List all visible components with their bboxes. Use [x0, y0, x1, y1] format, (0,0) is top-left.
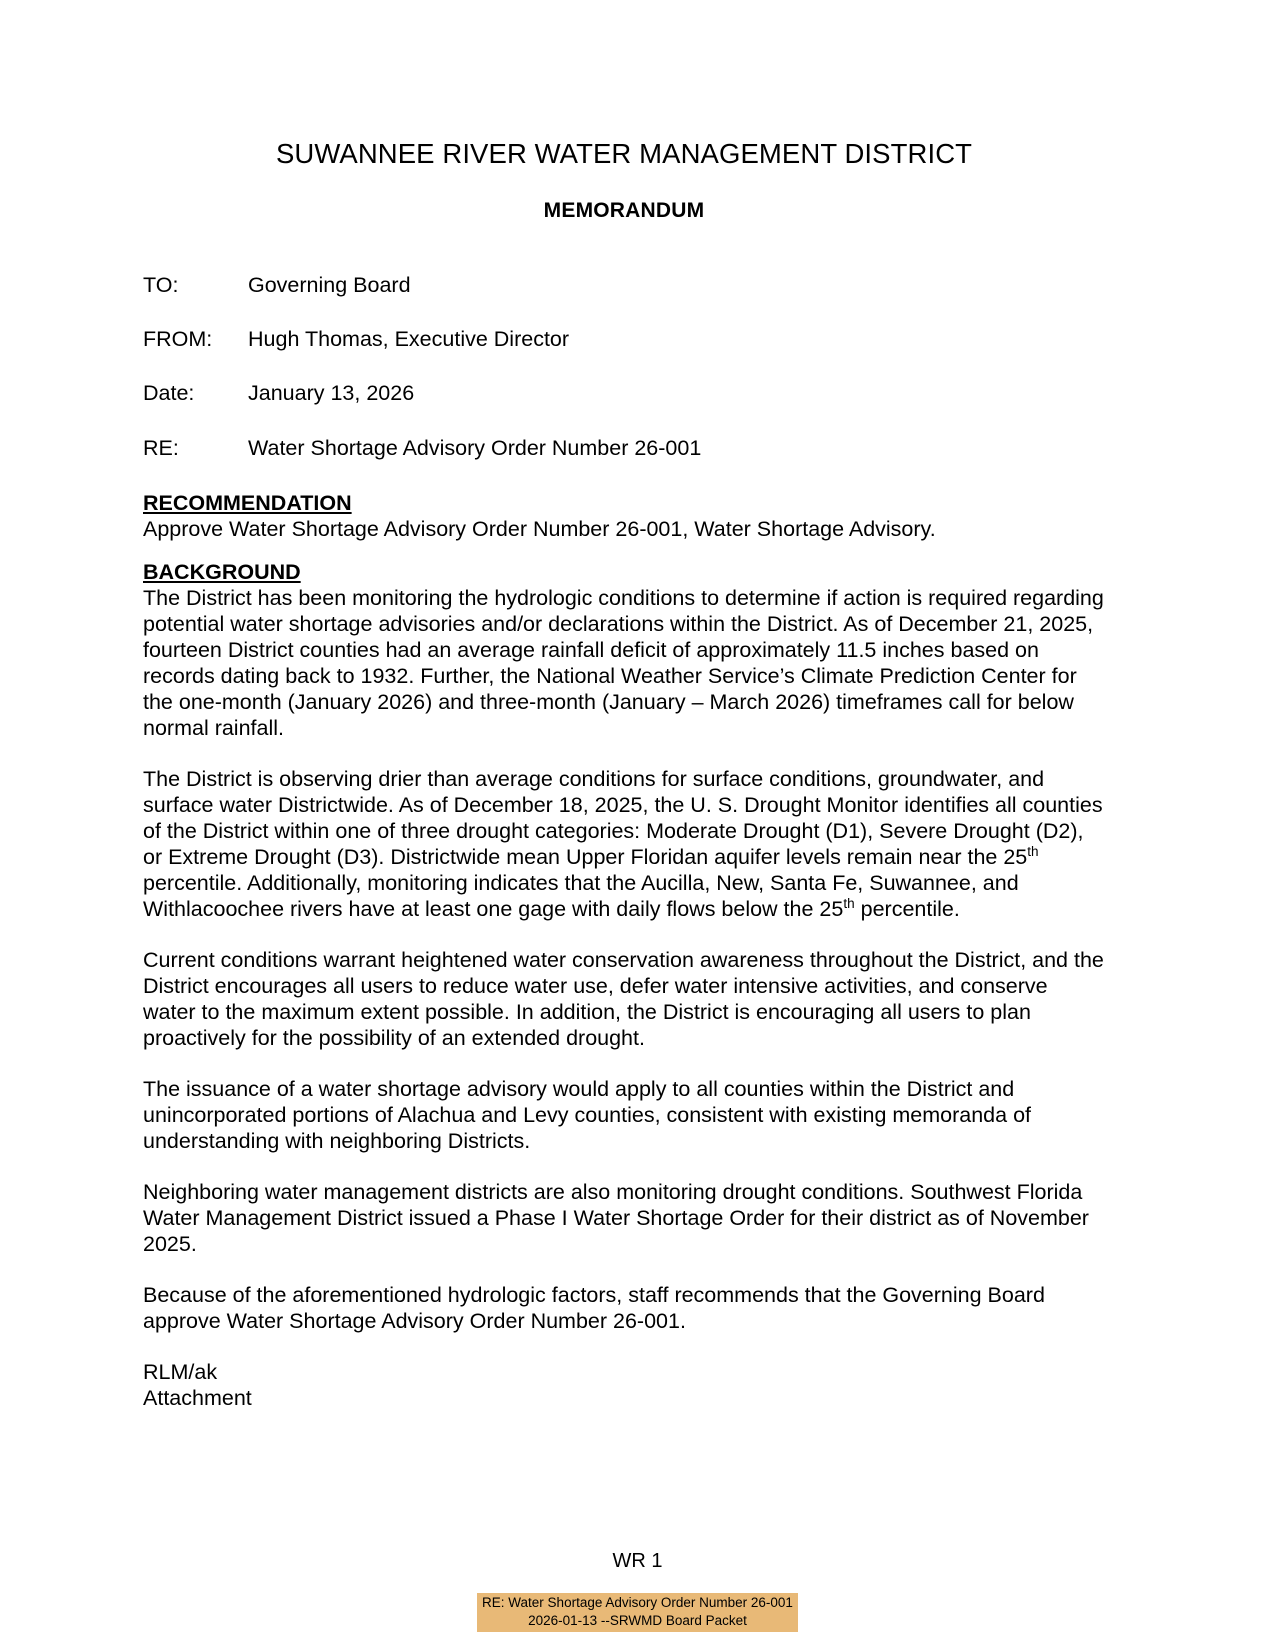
memo-row-re: [143, 436, 1105, 462]
background-paragraph-2-part-c: percentile.: [854, 897, 960, 922]
memo-label-to: TO:: [143, 272, 179, 297]
memo-value-re: Water Shortage Advisory Order Number 26-001: [248, 435, 702, 460]
background-paragraph-1: The District has been monitoring the hydrologic conditions to determine if action is required regarding potential water shortage advisories and/or declarations within the District. As of December 21, 2025, fourteen District counties had an average rainfall deficit of approximately 11.5 inches based on records dating back to 1932. Further, the National Weather Service’s Climate Prediction Center for the one-month (January 2026) and three-month (January – March 2026) timeframes call for below normal rainfall.: [143, 586, 1104, 741]
memo-label-from: FROM:: [143, 326, 213, 351]
memo-label-re: RE:: [143, 435, 179, 460]
page-title: SUWANNEE RIVER WATER MANAGEMENT DISTRICT: [275, 138, 973, 169]
ordinal-suffix-th-1: th: [1027, 844, 1039, 860]
footer-stamp-line-2: 2026-01-13 --SRWMD Board Packet: [528, 1613, 747, 1629]
footer-stamp-line-1: RE: Water Shortage Advisory Order Number 26-001: [482, 1595, 793, 1611]
background-paragraph-5: Neighboring water management districts are also monitoring drought conditions. Southwest Florida Water Management District issued a Phase I Water Shortage Order for their district as of November 2025.: [143, 1180, 1089, 1257]
background-paragraph-6: Because of the aforementioned hydrologic factors, staff recommends that the Governing Board approve Water Shortage Advisory Order Number 26-001.: [143, 1283, 1045, 1334]
background-heading: BACKGROUND: [143, 560, 301, 585]
signoff-initials: RLM/ak: [143, 1360, 218, 1385]
footer-stamp: [477, 1593, 798, 1632]
memo-value-from: Hugh Thomas, Executive Director: [248, 326, 570, 351]
signoff-block: [143, 1359, 1105, 1411]
recommendation-section: [143, 490, 1105, 542]
page-footer: [0, 1549, 1275, 1650]
background-paragraph-2-part-a: The District is observing drier than average conditions for surface conditions, groundwater, and surface water Districtwide. As of December 18, 2025, the U. S. Drought Monitor identifies all counties of the District within one of three drought categories: Moderate Drought (D1), Severe Drought (D2), or Extreme Drought (D3). Districtwide mean Upper Floridan aquifer levels remain near the 25: [143, 767, 1103, 870]
background-paragraph-4: The issuance of a water shortage advisory would apply to all counties within the District and unincorporated portions of Alachua and Levy counties, consistent with existing memoranda of understanding with neighboring Districts.: [143, 1077, 1031, 1154]
memo-row-date: [143, 381, 1105, 407]
footer-page-number: WR 1: [612, 1550, 663, 1573]
ordinal-suffix-th-2: th: [843, 896, 855, 912]
background-paragraph-2-part-b: percentile. Additionally, monitoring indicates that the Aucilla, New, Santa Fe, Suwannee, and Withlacoochee rivers have at least one gage with daily flows below the 25: [143, 871, 1019, 922]
memo-value-to: Governing Board: [248, 272, 411, 297]
background-section: [143, 559, 1105, 1334]
signoff-attachment: Attachment: [143, 1386, 252, 1411]
memo-label-date: Date:: [143, 381, 195, 406]
recommendation-body: Approve Water Shortage Advisory Order Number 26-001, Water Shortage Advisory.: [143, 517, 936, 542]
background-paragraph-3: Current conditions warrant heightened water conservation awareness throughout the District, and the District encourages all users to reduce water use, defer water intensive activities, and conserve water to the maximum extent possible. In addition, the District is encouraging all users to plan proactively for the possibility of an extended drought.: [143, 948, 1104, 1051]
document-content: [143, 0, 1105, 1411]
background-paragraph-2: [143, 766, 1105, 922]
memo-row-to: [143, 273, 1105, 299]
memo-value-date: January 13, 2026: [248, 381, 415, 406]
memo-row-from: [143, 327, 1105, 353]
recommendation-heading: RECOMMENDATION: [143, 490, 352, 515]
document-subtitle: MEMORANDUM: [543, 198, 705, 222]
footer-spacer: [0, 1632, 1275, 1650]
memo-header-block: [143, 273, 1105, 462]
